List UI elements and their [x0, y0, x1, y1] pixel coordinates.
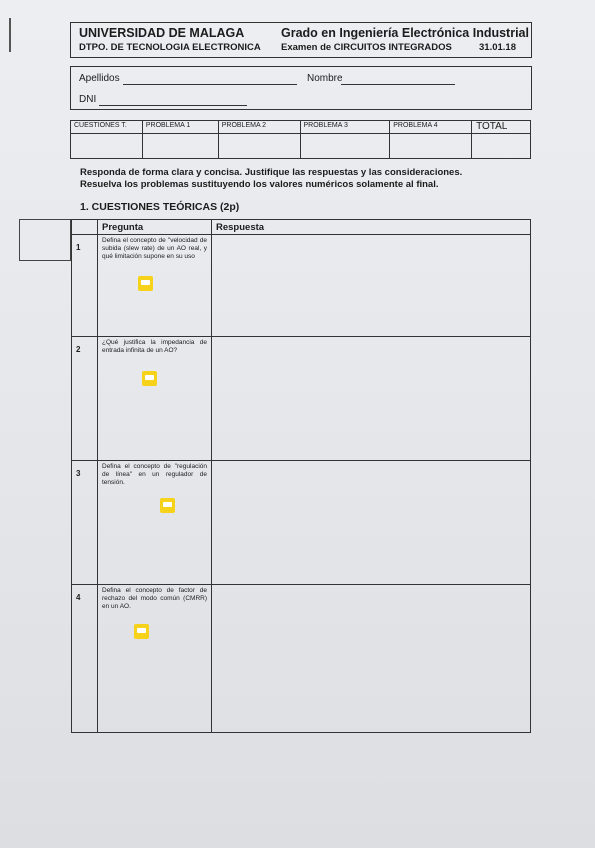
section-title: 1. CUESTIONES TEÓRICAS (2p)	[80, 201, 240, 213]
question-row	[72, 235, 531, 337]
answer-cell[interactable]	[212, 337, 531, 461]
note-icon[interactable]	[160, 498, 175, 513]
id-label: DNI	[79, 94, 97, 105]
question-text: Defina el concepto de factor de rechazo del modo común (CMRR) en un AO.	[102, 587, 207, 611]
exam-date: 31.01.18	[479, 42, 516, 53]
question-row	[72, 461, 531, 585]
score-cell[interactable]	[142, 134, 218, 159]
degree-name: Grado en Ingeniería Electrónica Industrial	[281, 26, 529, 40]
number-header	[72, 220, 98, 235]
score-table	[70, 120, 531, 159]
instruction-line: Responda de forma clara y concisa. Justifique las respuestas y las consideraciones.	[80, 167, 463, 178]
score-cell[interactable]	[390, 134, 472, 159]
university-name: UNIVERSIDAD DE MALAGA	[79, 26, 245, 40]
score-value-row	[71, 134, 531, 159]
question-row	[72, 337, 531, 461]
note-icon[interactable]	[138, 276, 153, 291]
question-text: Defina el concepto de "velocidad de subida (slew rate) de un AO real, y qué limitación supone en su uso	[102, 237, 207, 261]
score-header: PROBLEMA 1	[142, 121, 218, 134]
score-cell[interactable]	[71, 134, 143, 159]
questions-header-row	[72, 220, 531, 235]
question-cell	[98, 235, 212, 337]
question-row	[72, 585, 531, 733]
question-number: 4	[72, 585, 98, 733]
grade-box[interactable]	[19, 219, 71, 261]
question-number: 2	[72, 337, 98, 461]
note-icon[interactable]	[134, 624, 149, 639]
instructions	[80, 167, 462, 191]
question-text: Defina el concepto de "regulación de línea" en un regulador de tensión.	[102, 463, 207, 487]
score-header: PROBLEMA 2	[218, 121, 300, 134]
answer-cell[interactable]	[212, 585, 531, 733]
note-icon[interactable]	[142, 371, 157, 386]
surname-field[interactable]	[123, 84, 297, 85]
surname-label: Apellidos	[79, 73, 120, 84]
score-header-row	[71, 121, 531, 134]
question-cell	[98, 585, 212, 733]
score-header: PROBLEMA 3	[300, 121, 390, 134]
score-cell[interactable]	[218, 134, 300, 159]
score-cell[interactable]	[300, 134, 390, 159]
question-cell	[98, 337, 212, 461]
question-header: Pregunta	[98, 220, 212, 235]
id-field[interactable]	[99, 105, 247, 106]
binder-mark	[9, 18, 11, 52]
name-label: Nombre	[307, 73, 343, 84]
question-cell	[98, 461, 212, 585]
student-info-box	[70, 66, 532, 110]
question-number: 3	[72, 461, 98, 585]
question-text: ¿Qué justifica la impedancia de entrada infinita de un AO?	[102, 339, 207, 355]
question-number: 1	[72, 235, 98, 337]
score-cell[interactable]	[472, 134, 531, 159]
questions-table	[71, 219, 531, 733]
exam-header	[70, 22, 532, 58]
department-name: DTPO. DE TECNOLOGIA ELECTRONICA	[79, 42, 261, 53]
score-header-total: TOTAL	[472, 121, 531, 134]
answer-header: Respuesta	[212, 220, 531, 235]
answer-cell[interactable]	[212, 461, 531, 585]
score-header: CUESTIONES T.	[71, 121, 143, 134]
score-header: PROBLEMA 4	[390, 121, 472, 134]
name-field[interactable]	[341, 84, 455, 85]
instruction-line: Resuelva los problemas sustituyendo los valores numéricos solamente al final.	[80, 179, 439, 190]
exam-name: Examen de CIRCUITOS INTEGRADOS	[281, 42, 452, 53]
answer-cell[interactable]	[212, 235, 531, 337]
